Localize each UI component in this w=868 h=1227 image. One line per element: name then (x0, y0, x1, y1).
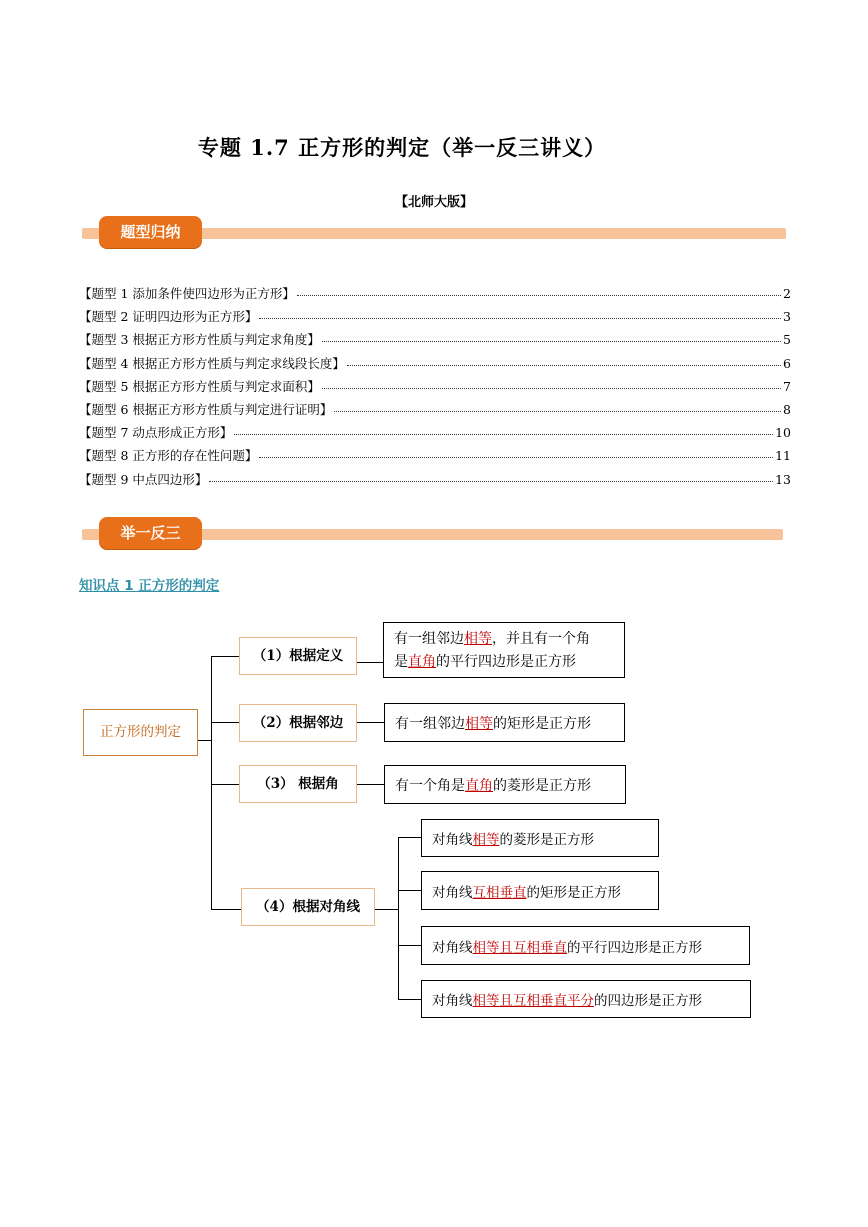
toc-page-number: 6 (783, 355, 791, 371)
toc-label: 【题型 6 根据正方形方性质与判定进行证明】 (79, 401, 333, 417)
toc-page-number: 13 (775, 471, 791, 487)
toc-page-number: 11 (775, 448, 791, 464)
toc-leader-dots (209, 468, 773, 482)
toc-row[interactable] (79, 352, 791, 375)
toc-label: 【题型 3 根据正方形方性质与判定求角度】 (79, 332, 320, 348)
diagram-root: 正方形的判定 (83, 709, 198, 756)
toc-page-number: 8 (783, 401, 791, 417)
section-label-examples: 举一反三 (99, 517, 202, 549)
toc-leader-dots (347, 352, 781, 366)
toc-page-number: 5 (783, 332, 791, 348)
connector-diag-2 (398, 890, 421, 891)
toc-label: 【题型 2 证明四边形为正方形】 (79, 309, 258, 325)
toc-label: 【题型 1 添加条件使四边形为正方形】 (79, 286, 295, 301)
knowledge-point-title: 知识点 1 正方形的判定 (79, 578, 220, 594)
leaf-diagonal-equal-perpendicular: 对角线 相等且互相垂直 的平行四边形是正方形 (421, 926, 750, 965)
connector-diag-stem (375, 909, 399, 910)
connector-leaf-adj (357, 722, 384, 723)
toc-row[interactable] (79, 444, 791, 467)
connector-branch-3 (211, 784, 239, 785)
connector-branch-4 (211, 909, 241, 910)
toc-page-number: 2 (783, 286, 791, 301)
edition-label: 【北师大版】 (394, 195, 473, 210)
toc-label: 【题型 5 根据正方形方性质与判定求面积】 (79, 378, 320, 394)
connector-diag-trunk (398, 837, 399, 1000)
branch-diagonals: （4）根据对角线 (241, 888, 375, 926)
toc-page-number: 3 (783, 309, 791, 325)
connector-diag-1 (398, 837, 421, 838)
toc-leader-dots (259, 305, 781, 319)
connector-diag-3 (398, 945, 421, 946)
toc-label: 【题型 4 根据正方形方性质与判定求线段长度】 (79, 355, 345, 371)
toc-leader-dots (259, 444, 773, 458)
leaf-angle: 有一个角是 直角 的菱形是正方形 (384, 765, 626, 804)
toc-row[interactable] (79, 398, 791, 421)
toc-leader-dots (322, 375, 781, 389)
section-label-summary: 题型归纳 (99, 216, 202, 248)
toc-label: 【题型 8 正方形的存在性问题】 (79, 448, 258, 464)
branch-definition: （1）根据定义 (239, 637, 357, 675)
toc-page-number: 7 (783, 378, 791, 394)
toc-leader-dots (322, 328, 781, 342)
page-title: 专题 1.7 正方形的判定（举一反三讲义） (197, 135, 607, 160)
connector-branch-2 (211, 722, 239, 723)
toc-leader-dots (234, 421, 773, 435)
toc-leader-dots (334, 398, 781, 412)
connector-leaf-def (357, 662, 383, 663)
toc-label: 【题型 7 动点形成正方形】 (79, 425, 233, 441)
toc-page-number: 10 (775, 425, 791, 441)
toc-row[interactable] (79, 468, 791, 491)
leaf-diagonal-equal: 对角线 相等 的菱形是正方形 (421, 819, 659, 857)
toc-leader-dots (297, 282, 781, 296)
connector-leaf-ang (357, 784, 384, 785)
leaf-diagonal-perpendicular: 对角线 互相垂直 的矩形是正方形 (421, 871, 659, 910)
toc-label: 【题型 9 中点四边形】 (79, 471, 208, 487)
toc-row[interactable] (79, 375, 791, 398)
connector-branch-1 (211, 656, 239, 657)
branch-adjacent-sides: （2）根据邻边 (239, 704, 357, 742)
connector-diag-4 (398, 999, 421, 1000)
connector-trunk (211, 656, 212, 910)
branch-angle: （3） 根据角 (239, 765, 357, 803)
leaf-definition: 有一组邻边相等，并且有一个角 是直角的平行四边形是正方形 (383, 622, 625, 678)
connector-root (198, 740, 212, 741)
leaf-diagonal-equal-perpendicular-bisect: 对角线 相等且互相垂直平分 的四边形是正方形 (421, 980, 751, 1018)
toc-row[interactable] (79, 305, 791, 328)
table-of-contents (79, 282, 791, 491)
toc-row[interactable] (79, 282, 791, 305)
toc-row[interactable] (79, 328, 791, 351)
leaf-adjacent-sides: 有一组邻边 相等 的矩形是正方形 (384, 703, 625, 742)
toc-row[interactable] (79, 421, 791, 444)
